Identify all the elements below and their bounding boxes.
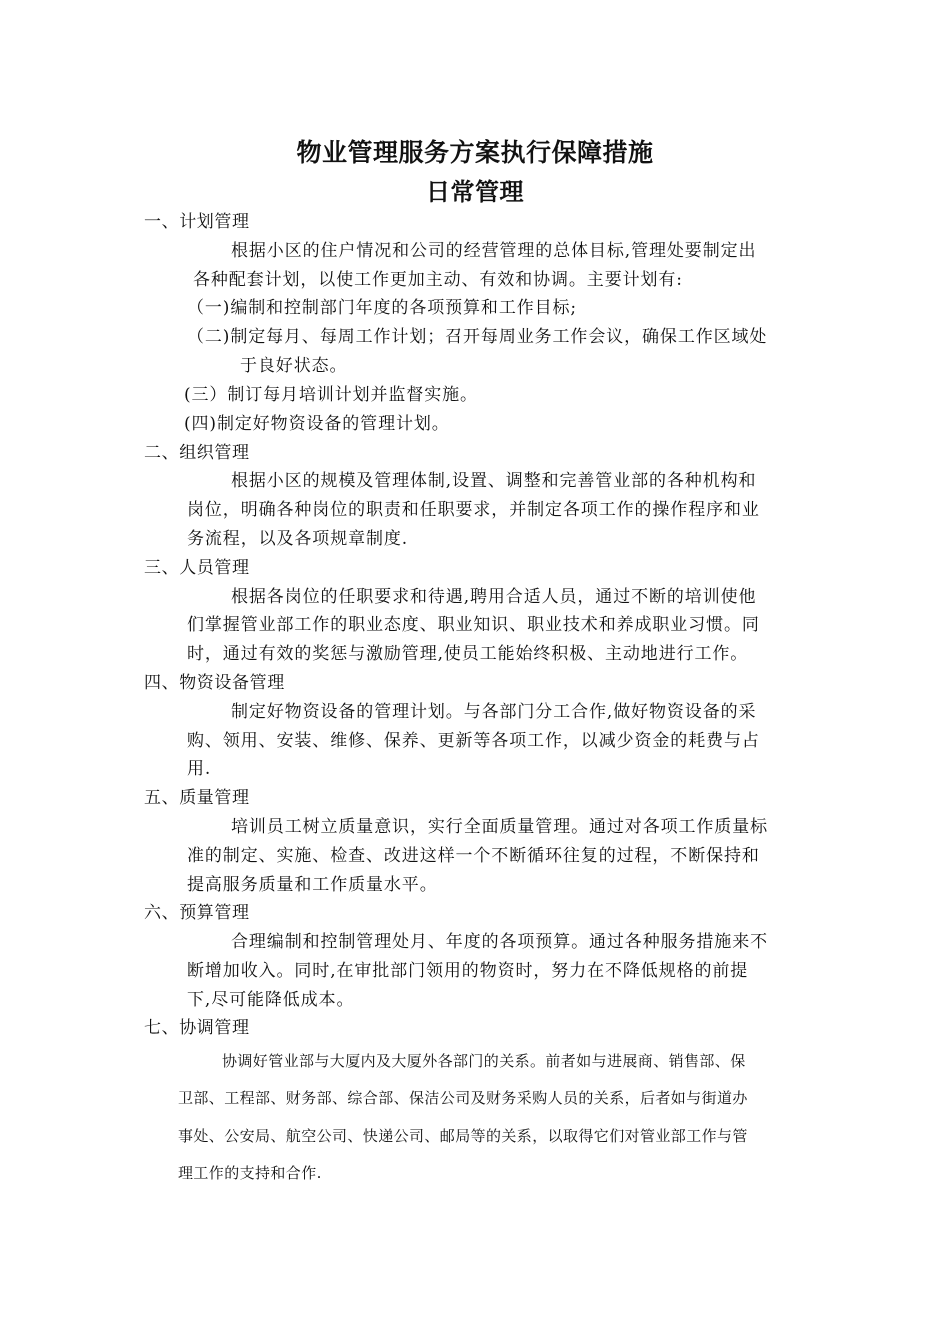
section-heading-plan: 一、计划管理: [144, 212, 250, 232]
document-title: 物业管理服务方案执行保障措施: [296, 138, 654, 167]
section-heading-coordination: 七、协调管理: [144, 1018, 250, 1038]
section-coordination-line-4: 理工作的支持和合作.: [178, 1164, 322, 1182]
section-personnel-line-1: 根据各岗位的任职要求和待遇,聘用合适人员，通过不断的培训使他: [231, 587, 757, 607]
section-materials-line-2: 购、领用、安装、维修、保养、更新等各项工作，以减少资金的耗费与占: [187, 731, 760, 751]
section-budget-line-2: 断增加收入。同时,在审批部门领用的物资时，努力在不降低规格的前提: [187, 961, 749, 981]
section-quality-line-3: 提高服务质量和工作质量水平。: [187, 875, 438, 895]
section-plan-line-4: （二)制定每月、每周工作计划；召开每周业务工作会议，确保工作区域处: [187, 327, 768, 347]
section-personnel-line-2: 们掌握管业部工作的职业态度、职业知识、职业技术和养成职业习惯。同: [187, 615, 760, 635]
section-coordination-line-1: 协调好管业部与大厦内及大厦外各部门的关系。前者如与进展商、销售部、保: [222, 1052, 746, 1070]
section-plan-line-1: 根据小区的住户情况和公司的经营管理的总体目标,管理处要制定出: [231, 241, 757, 261]
section-organization-line-1: 根据小区的规模及管理体制,设置、调整和完善管业部的各种机构和: [231, 471, 757, 491]
section-plan-line-5: 于良好状态。: [240, 356, 348, 376]
section-plan-line-3: （一)编制和控制部门年度的各项预算和工作目标;: [187, 298, 578, 318]
section-personnel-line-3: 时，通过有效的奖惩与激励管理,使员工能始终积极、主动地进行工作。: [187, 644, 749, 664]
section-plan-line-2: 各种配套计划，以使工作更加主动、有效和协调。主要计划有:: [193, 270, 683, 290]
section-heading-budget: 六、预算管理: [144, 903, 250, 923]
section-heading-personnel: 三、人员管理: [144, 558, 250, 578]
section-heading-quality: 五、质量管理: [144, 788, 250, 808]
section-plan-line-6: (三）制订每月培训计划并监督实施。: [184, 385, 478, 405]
document-subtitle: 日常管理: [426, 178, 524, 206]
section-budget-line-3: 下,尽可能降低成本。: [187, 990, 355, 1010]
section-quality-line-2: 准的制定、实施、检查、改进这样一个不断循环往复的过程，不断保持和: [187, 846, 760, 866]
section-heading-organization: 二、组织管理: [144, 443, 250, 463]
section-materials-line-1: 制定好物资设备的管理计划。与各部门分工合作,做好物资设备的采: [231, 702, 757, 722]
section-materials-line-3: 用.: [187, 759, 212, 779]
section-quality-line-1: 培训员工树立质量意识，实行全面质量管理。通过对各项工作质量标: [231, 817, 768, 837]
section-heading-materials: 四、物资设备管理: [144, 673, 285, 693]
section-organization-line-2: 岗位，明确各种岗位的职责和任职要求，并制定各项工作的操作程序和业: [187, 500, 760, 520]
section-budget-line-1: 合理编制和控制管理处月、年度的各项预算。通过各种服务措施来不: [231, 932, 768, 952]
section-coordination-line-2: 卫部、工程部、财务部、综合部、保洁公司及财务采购人员的关系，后者如与街道办: [178, 1089, 748, 1107]
section-coordination-line-3: 事处、公安局、航空公司、快递公司、邮局等的关系，以取得它们对管业部工作与管: [178, 1127, 748, 1145]
section-plan-line-7: (四)制定好物资设备的管理计划。: [184, 414, 450, 434]
section-organization-line-3: 务流程，以及各项规章制度.: [187, 529, 409, 549]
